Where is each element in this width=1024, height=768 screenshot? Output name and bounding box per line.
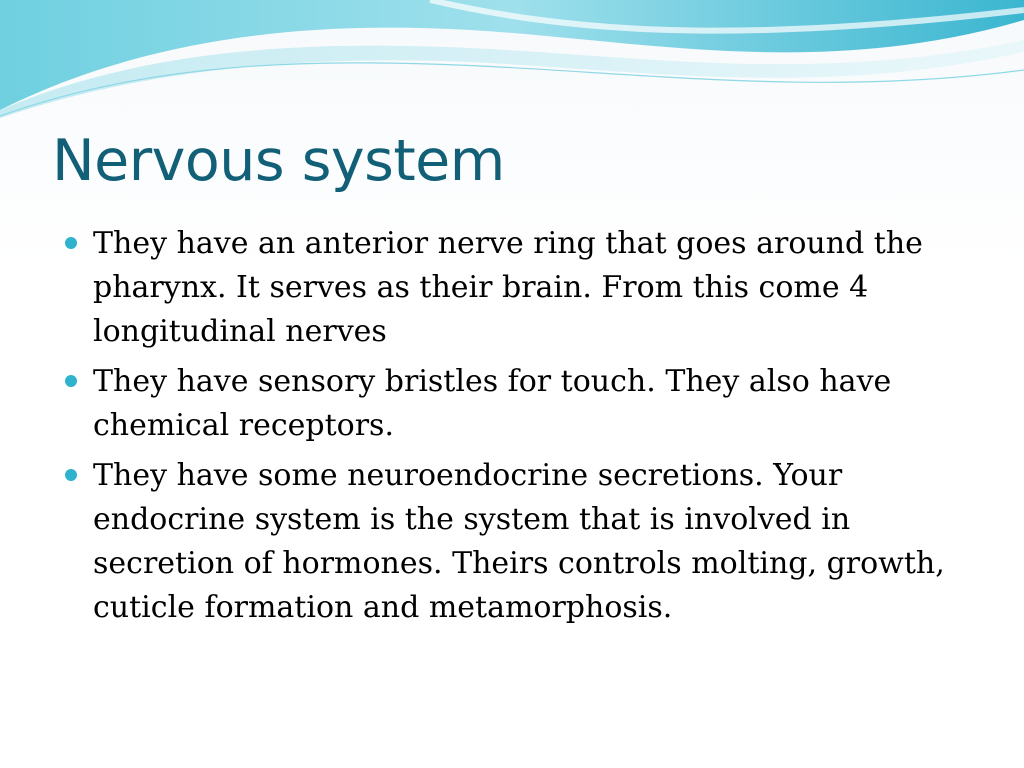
bullet-dot-icon: [65, 469, 77, 481]
bullet-item: [60, 222, 960, 354]
bullet-list: [60, 222, 960, 636]
bullet-item: [60, 454, 960, 630]
bullet-text: They have an anterior nerve ring that goes around the pharynx. It serves as their brain. From this come 4 longitudinal nerves: [93, 226, 923, 349]
bullet-text: They have sensory bristles for touch. They also have chemical receptors.: [93, 364, 892, 443]
slide-title: Nervous system: [52, 128, 505, 194]
bullet-item: [60, 360, 960, 448]
bullet-text: They have some neuroendocrine secretions. Your endocrine system is the system that is involved in secretion of hormones. Theirs controls molting, growth, cuticle formation and metamorphosis.: [93, 458, 945, 625]
decorative-wave-header: [0, 0, 1024, 130]
bullet-dot-icon: [65, 375, 77, 387]
bullet-dot-icon: [65, 237, 77, 249]
